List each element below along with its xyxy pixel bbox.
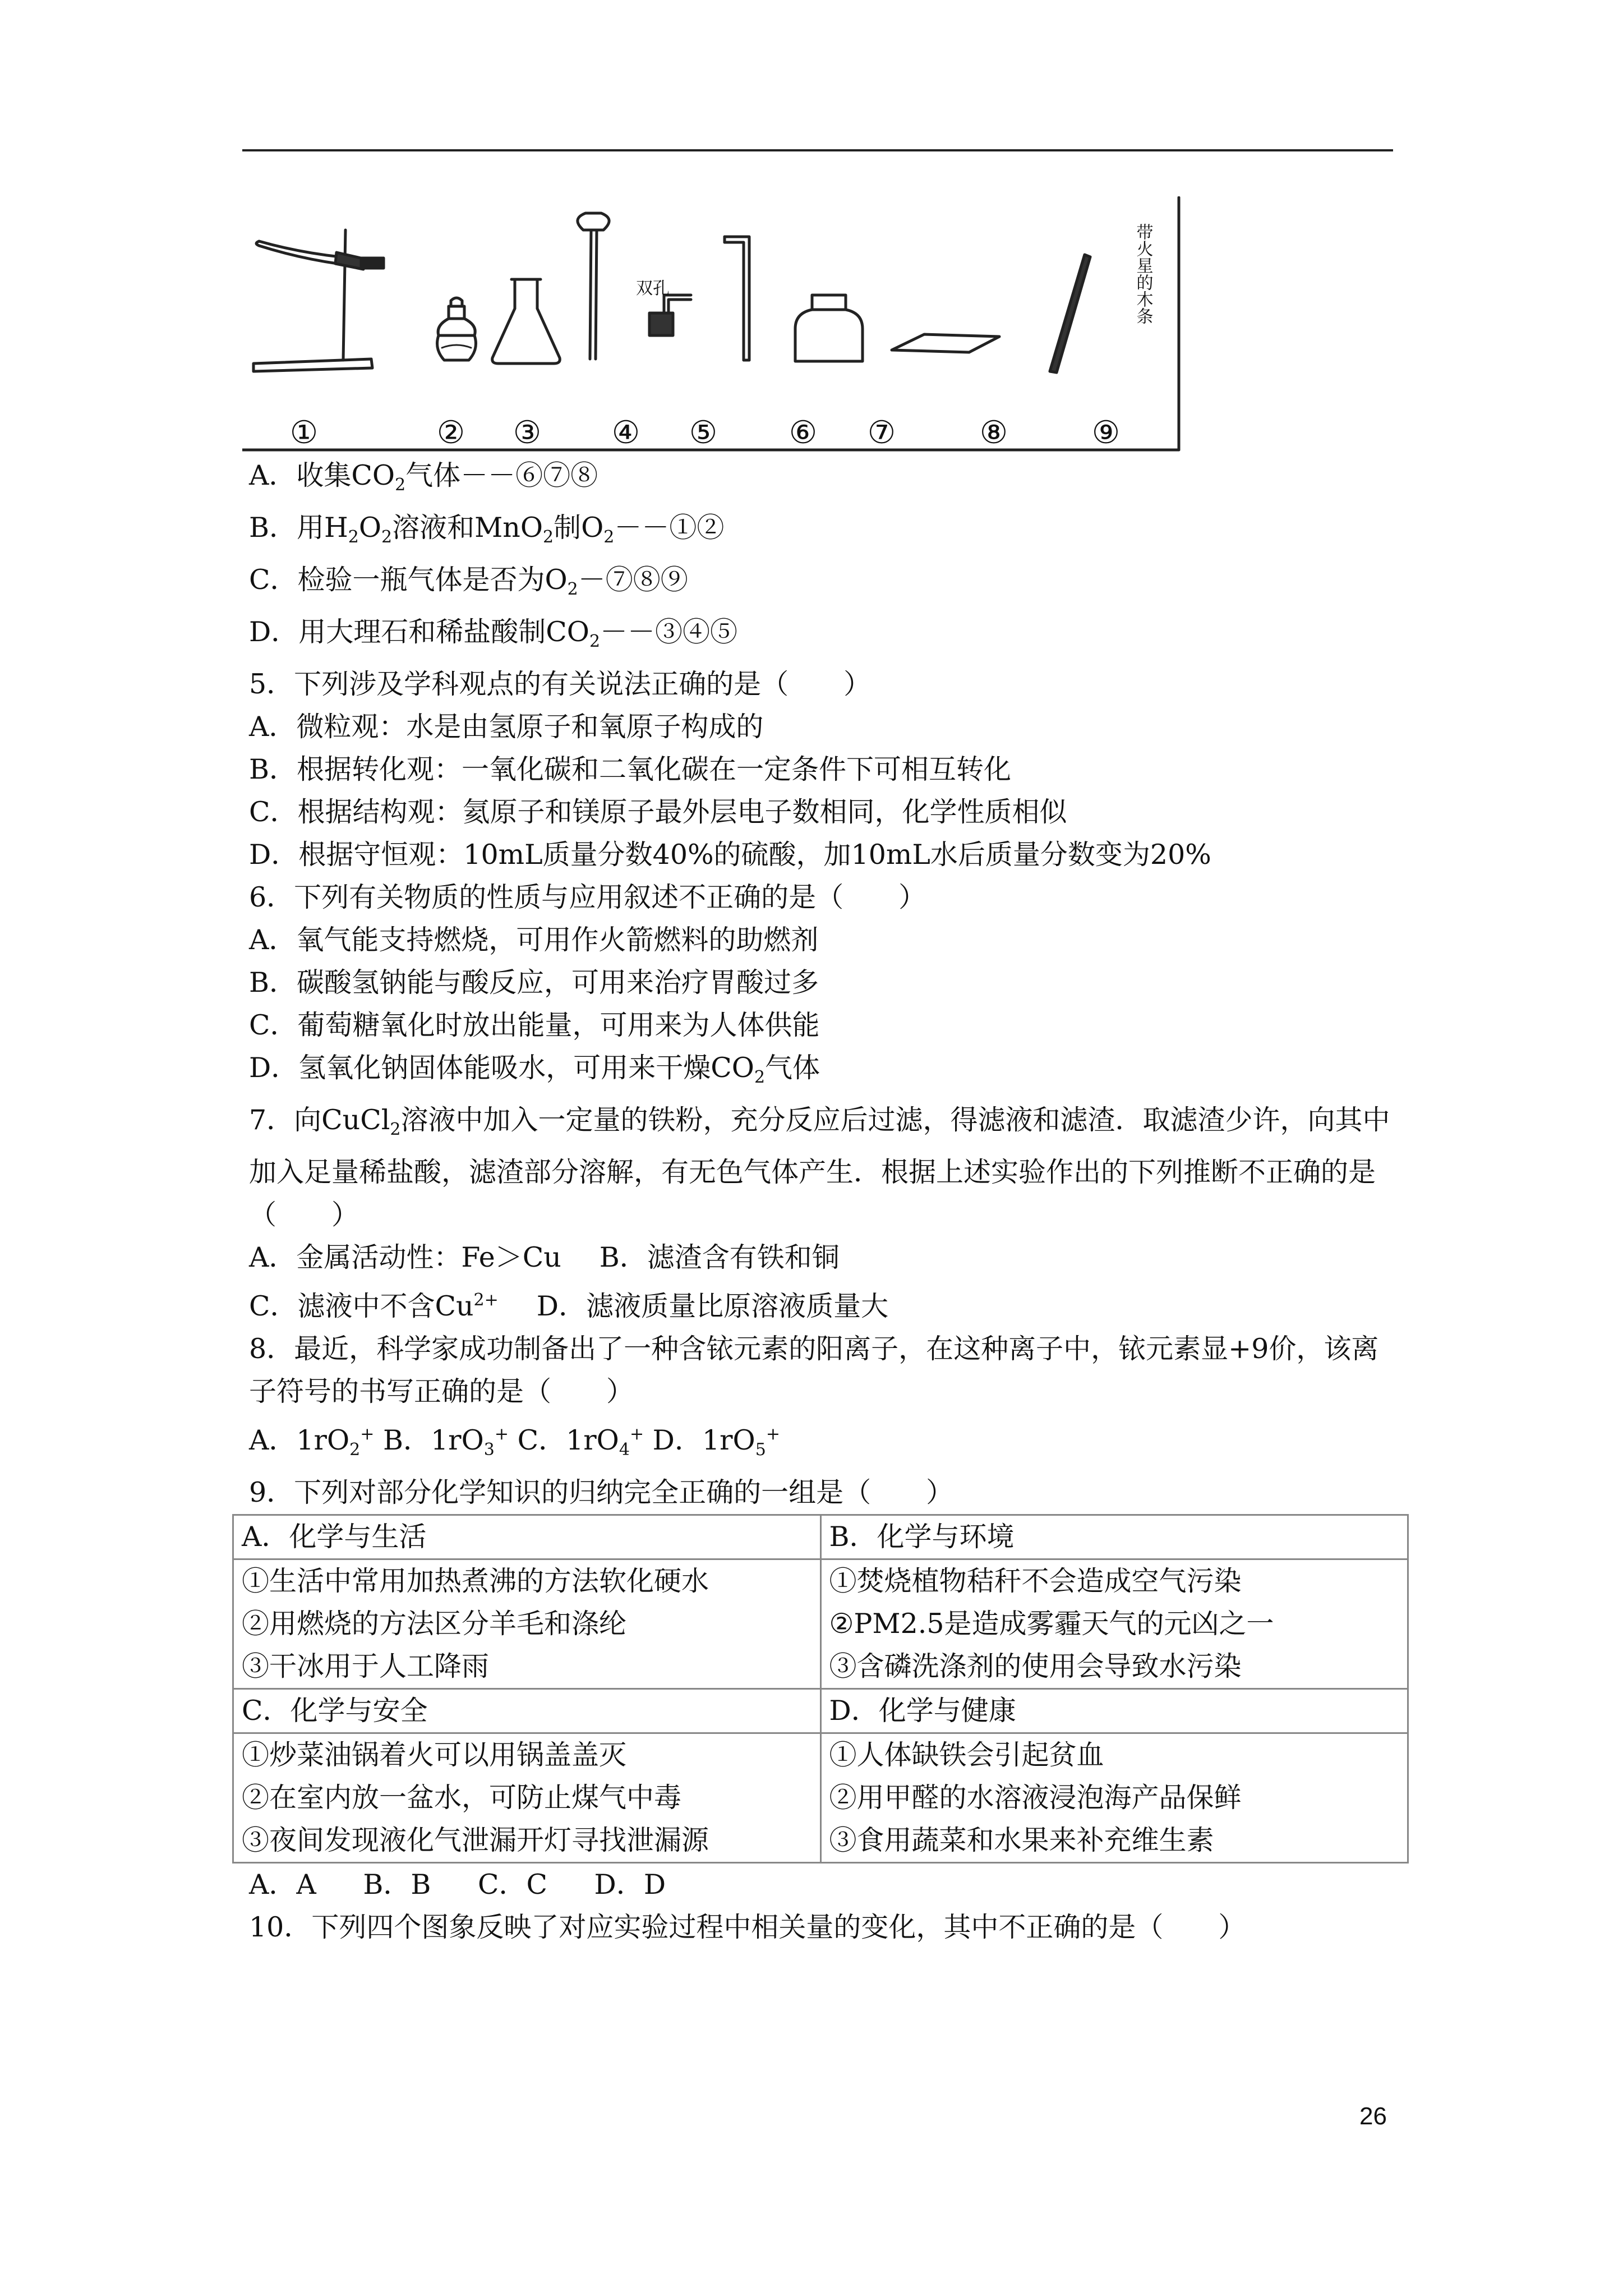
list-item: ①焚烧植物秸秆不会造成空气污染 (829, 1565, 1242, 1597)
q8-option-c: C．$1rO_4^+$ (517, 1424, 644, 1460)
q8-options (249, 1413, 1399, 1471)
q9-option-a: A．A (249, 1869, 316, 1901)
question-body (242, 454, 1399, 1949)
apparatus-label-5: ⑤ (689, 415, 718, 451)
q5-stem: 5．下列涉及学科观点的有关说法正确的是（ ） (249, 668, 872, 700)
gas-collecting-bottle (795, 295, 863, 361)
q7-option-a: A．金属活动性：Fe＞Cu (249, 1241, 561, 1273)
cell-d-items (820, 1733, 1408, 1863)
apparatus-label-3: ③ (513, 415, 542, 451)
q9-option-b: B．B (363, 1869, 431, 1901)
conical-flask (492, 279, 560, 364)
cell-a-items (233, 1559, 821, 1689)
header-rule (242, 149, 1393, 151)
q4-option-a: A．收集$CO_2$气体－－⑥⑦⑧ (249, 459, 598, 495)
alcohol-lamp (437, 298, 476, 360)
q6-option-d: D．氢氧化钠固体能吸水，可用来干燥$CO_2$气体 (249, 1052, 820, 1087)
cell-d-header: D．化学与健康 (820, 1689, 1408, 1733)
long-neck-funnel (578, 213, 609, 359)
page-number: 26 (1359, 2102, 1387, 2130)
glowing-wooden-splint (1050, 255, 1090, 372)
list-item: ②在室内放一盆水，可防止煤气中毒 (242, 1782, 682, 1814)
q7-option-c: C．滤液中不含$Cu^{2+}$ (249, 1290, 499, 1322)
q9-answer-options (249, 1864, 1399, 1906)
iron-stand-with-test-tube (253, 230, 384, 371)
two-hole-stopper-with-tube (649, 295, 691, 335)
bent-glass-tube (725, 237, 749, 360)
list-item: ③夜间发现液化气泄漏开灯寻找泄漏源 (242, 1824, 709, 1856)
list-item: ①生活中常用加热煮沸的方法软化硬水 (242, 1565, 709, 1597)
apparatus-label-1: ① (289, 415, 319, 451)
q4-option-c: C．检验一瓶气体是否为$O_2-⑦⑧⑨$ (249, 564, 688, 599)
apparatus-label-9: ⑨ (1091, 415, 1121, 451)
table-row (233, 1733, 1408, 1863)
q8-option-b: B．$1rO_3^+$ (382, 1424, 509, 1460)
list-item: ③干冰用于人工降雨 (242, 1650, 490, 1682)
q7-options-row-2 (249, 1279, 1399, 1328)
q8-stem: 8．最近，科学家成功制备出了一种含铱元素的阳离子，在这种离子中，铱元素显+9价，该离子符号的书写正确的是（ ） (249, 1333, 1379, 1407)
q10-stem: 10．下列四个图象反映了对应实验过程中相关量的变化，其中不正确的是（ ） (249, 1911, 1246, 1943)
glass-plate (892, 334, 999, 352)
q4-option-d: D．用大理石和稀盐酸制$CO_2--③④⑤$ (249, 616, 738, 651)
q5-option-d: D．根据守恒观：10mL质量分数40%的硫酸，加10mL水后质量分数变为20% (249, 839, 1211, 871)
cell-b-header: B．化学与环境 (820, 1515, 1408, 1559)
q6-stem: 6．下列有关物质的性质与应用叙述不正确的是（ ） (249, 881, 926, 913)
q9-option-c: C．C (477, 1869, 547, 1901)
table-row (233, 1515, 1408, 1559)
apparatus-label-6: ⑥ (789, 415, 818, 451)
stopper-label: 双孔 (636, 279, 670, 298)
cell-a-header: A．化学与生活 (233, 1515, 821, 1559)
q9-knowledge-table (232, 1514, 1409, 1864)
q7-option-d: D．滤液质量比原溶液质量大 (536, 1290, 889, 1322)
q7-option-b: B．滤渣含有铁和铜 (599, 1241, 840, 1273)
apparatus-label-2: ② (436, 415, 465, 451)
apparatus-label-4: ④ (611, 415, 640, 451)
list-item: ③含磷洗涤剂的使用会导致水污染 (829, 1650, 1242, 1682)
table-row (233, 1689, 1408, 1733)
apparatus-label-8: ⑧ (979, 415, 1008, 451)
q9-option-d: D．D (594, 1869, 666, 1901)
list-item: ③食用蔬菜和水果来补充维生素 (829, 1824, 1214, 1856)
list-item: ②PM2.5是造成雾霾天气的元凶之一 (829, 1608, 1274, 1640)
cell-c-items (233, 1733, 821, 1863)
q7-stem: 7．向CuCl$_2$溶液中加入一定量的铁粉，充分反应后过滤，得滤液和滤渣．取滤渣少许，向其中加入足量稀盐酸，滤渣部分溶解，有无色气体产生．根据上述实验作出的下列推断不正确的是（ ） (249, 1104, 1390, 1231)
apparatus-label-7: ⑦ (867, 415, 896, 451)
q9-stem: 9．下列对部分化学知识的归纳完全正确的一组是（ ） (249, 1476, 954, 1508)
q8-option-d: D．$1rO_5^+$ (652, 1424, 780, 1460)
q5-option-c: C．根据结构观：氦原子和镁原子最外层电子数相同，化学性质相似 (249, 796, 1067, 828)
q4-option-b: B．用$H_2O_2$溶液和MnO$_2$制$O_2--①②$ (249, 512, 725, 547)
q7-options-row-1 (249, 1236, 1399, 1279)
list-item: ②用燃烧的方法区分羊毛和涤纶 (242, 1608, 627, 1640)
lab-apparatus-figure (242, 196, 1190, 452)
q5-option-b: B．根据转化观：一氧化碳和二氧化碳在一定条件下可相互转化 (249, 753, 1012, 785)
cell-b-items (820, 1559, 1408, 1689)
q5-option-a: A．微粒观：水是由氢原子和氧原子构成的 (249, 711, 764, 743)
q6-option-a: A．氧气能支持燃烧，可用作火箭燃料的助燃剂 (249, 924, 819, 956)
table-row (233, 1559, 1408, 1689)
list-item: ②用甲醛的水溶液浸泡海产品保鲜 (829, 1782, 1242, 1814)
list-item: ①炒菜油锅着火可以用锅盖盖灭 (242, 1739, 627, 1771)
q6-option-c: C．葡萄糖氧化时放出能量，可用来为人体供能 (249, 1009, 820, 1041)
q6-option-b: B．碳酸氢钠能与酸反应，可用来治疗胃酸过多 (249, 967, 819, 999)
list-item: ①人体缺铁会引起贫血 (829, 1739, 1104, 1771)
cell-c-header: C．化学与安全 (233, 1689, 821, 1733)
splint-label: 带火星的木条 (1133, 223, 1153, 324)
q8-option-a: A．$1rO_2^+$ (249, 1424, 375, 1460)
